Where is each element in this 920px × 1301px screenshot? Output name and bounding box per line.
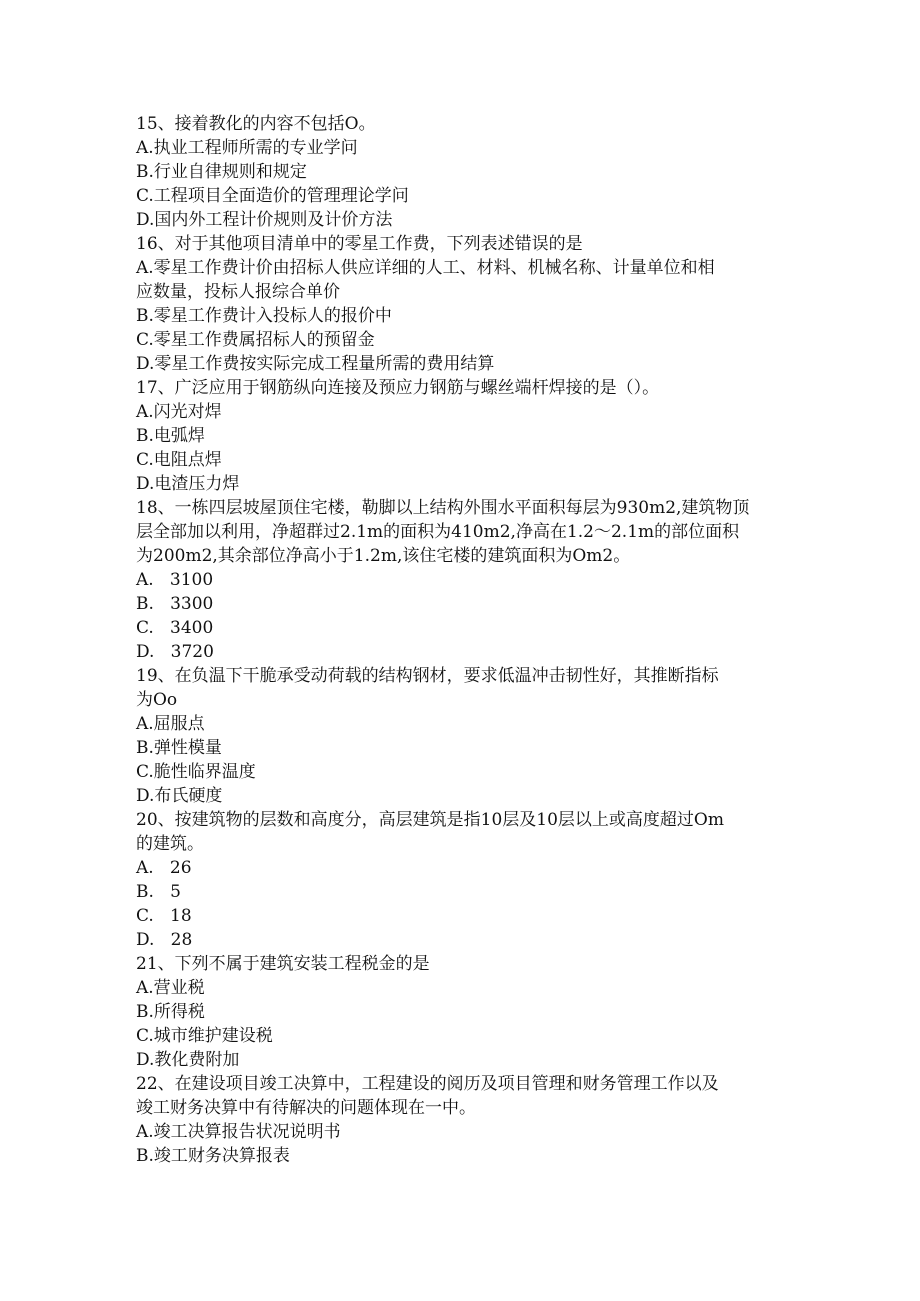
question-stem-continued: 竣工财务决算中有待解决的问题体现在一中。: [136, 1098, 476, 1118]
question-stem-continued: 的建筑。: [136, 834, 204, 854]
option-d: D.零星工作费按实际完成工程量所需的费用结算: [136, 354, 495, 374]
option-a: A.屈服点: [136, 714, 205, 734]
question-stem: 16、对于其他项目清单中的零星工作费，下列表述错误的是: [136, 234, 583, 254]
question-stem: 17、广泛应用于钢筋纵向连接及预应力钢筋与螺丝端杆焊接的是（）。: [136, 378, 660, 398]
option-a-continued: 应数量，投标人报综合单价: [136, 282, 340, 302]
question-16: [136, 232, 796, 376]
question-stem-continued: 为200m2,其余部位净高小于1.2m,该住宅楼的建筑面积为Om2。: [136, 546, 631, 566]
question-22: [136, 1072, 796, 1168]
question-stem: 19、在负温下干脆承受动荷载的结构钢材，要求低温冲击韧性好，其推断指标: [136, 666, 719, 686]
question-15: [136, 112, 796, 232]
option-b: B.竣工财务决算报表: [136, 1146, 290, 1166]
option-d: D.电渣压力焊: [136, 474, 240, 494]
question-20: [136, 808, 796, 952]
option-b: B.行业自律规则和规定: [136, 162, 307, 182]
question-18: [136, 496, 796, 664]
option-d: D.教化费附加: [136, 1050, 240, 1070]
question-stem: 15、接着教化的内容不包括O。: [136, 114, 376, 134]
option-d: D. 28: [136, 930, 193, 950]
option-b: B.零星工作费计入投标人的报价中: [136, 306, 392, 326]
option-d: D. 3720: [136, 642, 214, 662]
option-c: C.电阻点焊: [136, 450, 222, 470]
option-b: B.电弧焊: [136, 426, 205, 446]
option-b: B.所得税: [136, 1002, 205, 1022]
option-d: D.国内外工程计价规则及计价方法: [136, 210, 393, 230]
option-d: D.布氏硬度: [136, 786, 223, 806]
question-21: [136, 952, 796, 1072]
option-b: B. 3300: [136, 594, 214, 614]
question-stem: 18、一栋四层坡屋顶住宅楼，勒脚以上结构外围水平面积每层为930m2,建筑物顶: [136, 498, 750, 518]
option-c: C.脆性临界温度: [136, 762, 256, 782]
option-a: A.营业税: [136, 978, 205, 998]
question-stem-continued: 层全部加以利用，净超群过2.1m的面积为410m2,净高在1.2～2.1m的部位面积: [136, 522, 740, 542]
document-page: [136, 112, 796, 1168]
option-c: C. 3400: [136, 618, 214, 638]
option-c: C. 18: [136, 906, 192, 926]
option-c: C.零星工作费属招标人的预留金: [136, 330, 375, 350]
option-b: B.弹性模量: [136, 738, 222, 758]
question-stem: 21、下列不属于建筑安装工程税金的是: [136, 954, 430, 974]
option-c: C.城市维护建设税: [136, 1026, 273, 1046]
option-a: A.零星工作费计价由招标人供应详细的人工、材料、机械名称、计量单位和相: [136, 258, 715, 278]
question-stem: 20、按建筑物的层数和高度分，高层建筑是指10层及10层以上或高度超过Om: [136, 810, 724, 830]
option-c: C.工程项目全面造价的管理理论学问: [136, 186, 409, 206]
question-stem: 22、在建设项目竣工决算中，工程建设的阅历及项目管理和财务管理工作以及: [136, 1074, 719, 1094]
question-stem-continued: 为Oo: [136, 690, 178, 710]
option-a: A.竣工决算报告状况说明书: [136, 1122, 341, 1142]
option-a: A. 3100: [136, 570, 214, 590]
question-19: [136, 664, 796, 808]
option-b: B. 5: [136, 882, 181, 902]
question-17: [136, 376, 796, 496]
option-a: A.闪光对焊: [136, 402, 222, 422]
option-a: A.执业工程师所需的专业学问: [136, 138, 358, 158]
option-a: A. 26: [136, 858, 192, 878]
